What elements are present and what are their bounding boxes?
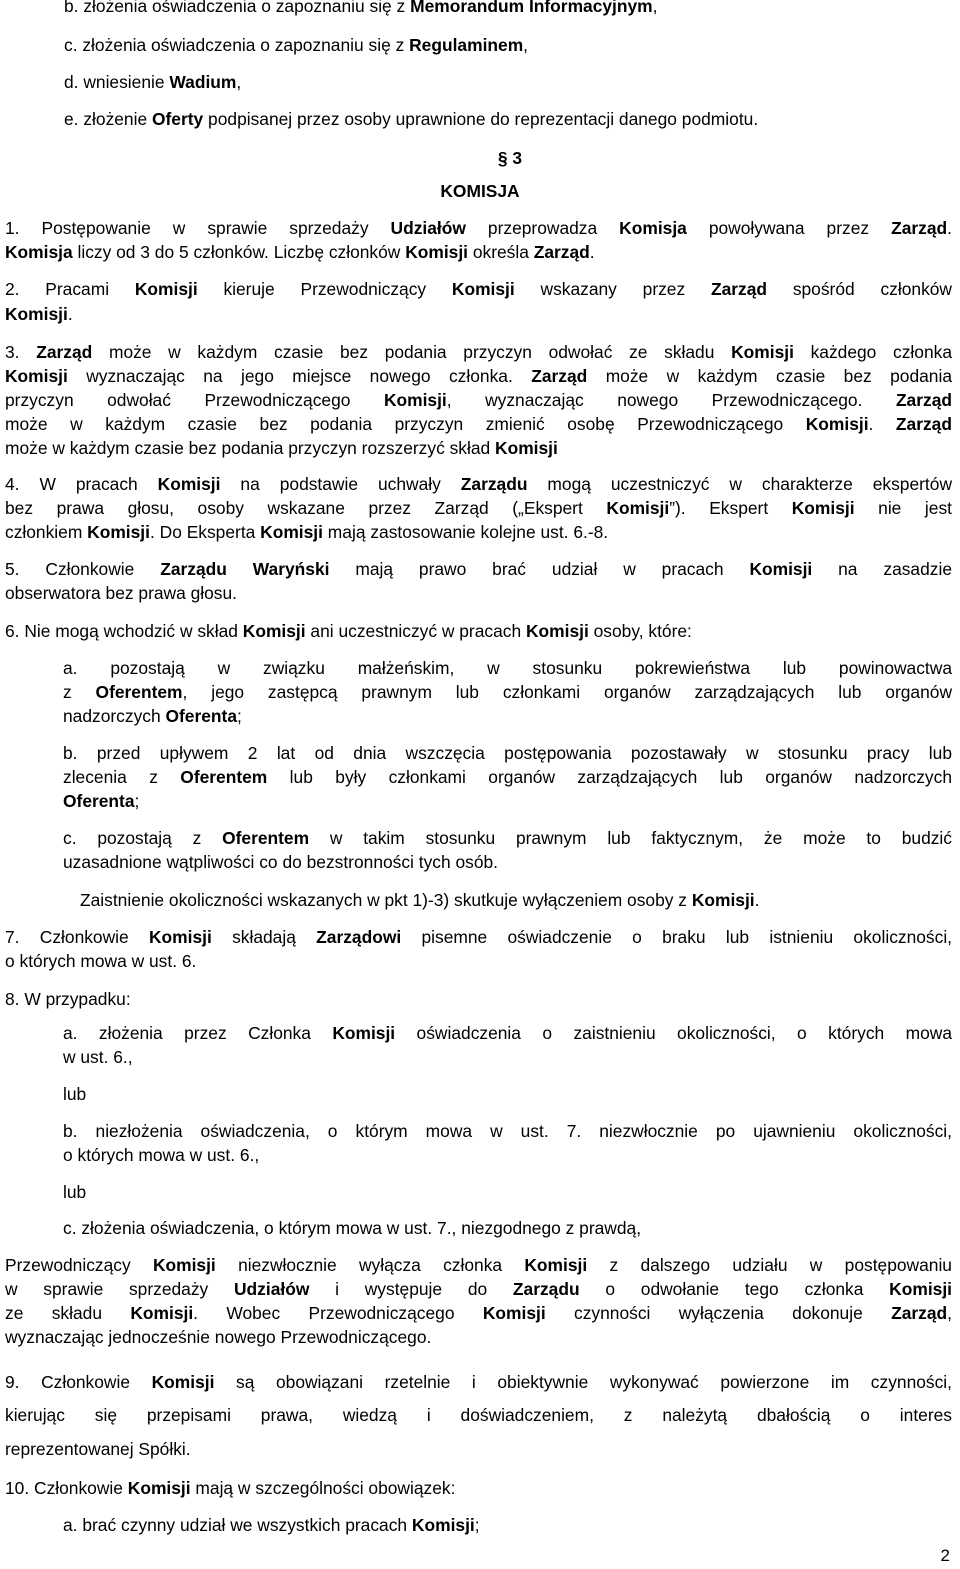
section-symbol: § 3 <box>497 148 523 168</box>
paragraph-line: przyczyn odwołać Przewodniczącego Komisji, wyznaczając nowego Przewodniczącego. Zarząd <box>5 390 952 410</box>
list-item: c. złożenia oświadczenia o zapoznaniu się z Regulaminem, <box>64 35 529 55</box>
paragraph-line: bez prawa głosu, osoby wskazane przez Zarząd („Ekspert Komisji”). Ekspert Komisji nie jest <box>5 498 952 518</box>
paragraph-line: b. przed upływem 2 lat od dnia wszczęcia postępowania pozostawały w stosunku pracy lub <box>63 743 952 763</box>
paragraph-line: 9. Członkowie Komisji są obowiązani rzetelnie i obiektywnie wykonywać powierzone im czynności, <box>5 1372 952 1392</box>
paragraph-line: w sprawie sprzedaży Udziałów i występuje do Zarządu o odwołanie tego członka Komisji <box>5 1279 952 1299</box>
list-item: d. wniesienie Wadium, <box>64 72 242 92</box>
paragraph-line: 1. Postępowanie w sprawie sprzedaży Udziałów przeprowadza Komisja powoływana przez Zarząd. <box>5 218 952 238</box>
paragraph-line: Oferenta; <box>63 791 140 811</box>
paragraph-line: 10. Członkowie Komisji mają w szczególności obowiązek: <box>5 1478 456 1498</box>
paragraph-line: Przewodniczący Komisji niezwłocznie wyłącza członka Komisji z dalszego udziału w postępowaniu <box>5 1255 952 1275</box>
paragraph-line: Komisji. <box>5 304 73 324</box>
page-number: 2 <box>940 1546 950 1565</box>
paragraph-line: może w każdym czasie bez podania przyczyn zmienić osobę Przewodniczącego Komisji. Zarząd <box>5 414 952 434</box>
paragraph-line: lub <box>63 1084 87 1104</box>
paragraph-line: o których mowa w ust. 6., <box>63 1145 260 1165</box>
paragraph-line: zlecenia z Oferentem lub były członkami organów zarządzających lub organów nadzorczych <box>63 767 952 787</box>
paragraph-line: ze składu Komisji. Wobec Przewodniczącego Komisji czynności wyłączenia dokonuje Zarząd, <box>5 1303 953 1323</box>
paragraph-line: a. złożenia przez Członka Komisji oświadczenia o zaistnieniu okoliczności, o których mowa <box>63 1023 952 1043</box>
paragraph-line: wyznaczając jednocześnie nowego Przewodniczącego. <box>5 1327 432 1347</box>
section-title: KOMISJA <box>440 181 520 201</box>
paragraph-line: może w każdym czasie bez podania przyczyn rozszerzyć skład Komisji <box>5 438 558 458</box>
list-item: b. złożenia oświadczenia o zapoznaniu się z Memorandum Informacyjnym, <box>64 0 658 16</box>
paragraph-line: 8. W przypadku: <box>5 989 131 1009</box>
list-item: e. złożenie Oferty podpisanej przez osoby uprawnione do reprezentacji danego podmiotu. <box>64 109 759 129</box>
paragraph-line: a. pozostają w związku małżeńskim, w stosunku pokrewieństwa lub powinowactwa <box>63 658 952 678</box>
paragraph-line: reprezentowanej Spółki. <box>5 1439 191 1459</box>
paragraph-line: c. złożenia oświadczenia, o którym mowa w ust. 7., niezgodnego z prawdą, <box>63 1218 642 1238</box>
paragraph-line: 4. W pracach Komisji na podstawie uchwały Zarządu mogą uczestniczyć w charakterze ekspertów <box>5 474 952 494</box>
paragraph-line: w ust. 6., <box>63 1047 133 1067</box>
paragraph-line: członkiem Komisji. Do Eksperta Komisji mają zastosowanie kolejne ust. 6.-8. <box>5 522 609 542</box>
paragraph-line: o których mowa w ust. 6. <box>5 951 197 971</box>
paragraph-line: obserwatora bez prawa głosu. <box>5 583 238 603</box>
paragraph-line: b. niezłożenia oświadczenia, o którym mowa w ust. 7. niezwłocznie po ujawnieniu okoliczności, <box>63 1121 952 1141</box>
paragraph-line: nadzorczych Oferenta; <box>63 706 242 726</box>
paragraph-line: Zaistnienie okoliczności wskazanych w pkt 1)-3) skutkuje wyłączeniem osoby z Komisji. <box>80 890 760 910</box>
paragraph-line: kierując się przepisami prawa, wiedzą i doświadczeniem, z należytą dbałością o interes <box>5 1405 952 1425</box>
paragraph-line: c. pozostają z Oferentem w takim stosunku prawnym lub faktycznym, że może to budzić <box>63 828 952 848</box>
paragraph-line: 2. Pracami Komisji kieruje Przewodniczący Komisji wskazany przez Zarząd spośród członków <box>5 279 952 299</box>
paragraph-line: Komisji wyznaczając na jego miejsce nowego członka. Zarząd może w każdym czasie bez podania <box>5 366 953 386</box>
paragraph-line: lub <box>63 1182 87 1202</box>
paragraph-line: 5. Członkowie Zarządu Waryński mają prawo brać udział w pracach Komisji na zasadzie <box>5 559 953 579</box>
paragraph-line: 3. Zarząd może w każdym czasie bez podania przyczyn odwołać ze składu Komisji każdego członka <box>5 342 952 362</box>
paragraph-line: Komisja liczy od 3 do 5 członków. Liczbę członków Komisji określa Zarząd. <box>5 242 595 262</box>
paragraph-line: 6. Nie mogą wchodzić w skład Komisji ani uczestniczyć w pracach Komisji osoby, które: <box>5 621 692 641</box>
paragraph-line: 7. Członkowie Komisji składają Zarządowi pisemne oświadczenie o braku lub istnieniu okoliczności, <box>5 927 953 947</box>
paragraph-line: z Oferentem, jego zastępcą prawnym lub członkami organów zarządzających lub organów <box>63 682 952 702</box>
paragraph-line: a. brać czynny udział we wszystkich pracach Komisji; <box>63 1515 480 1535</box>
paragraph-line: uzasadnione wątpliwości co do bezstronności tych osób. <box>63 852 499 872</box>
